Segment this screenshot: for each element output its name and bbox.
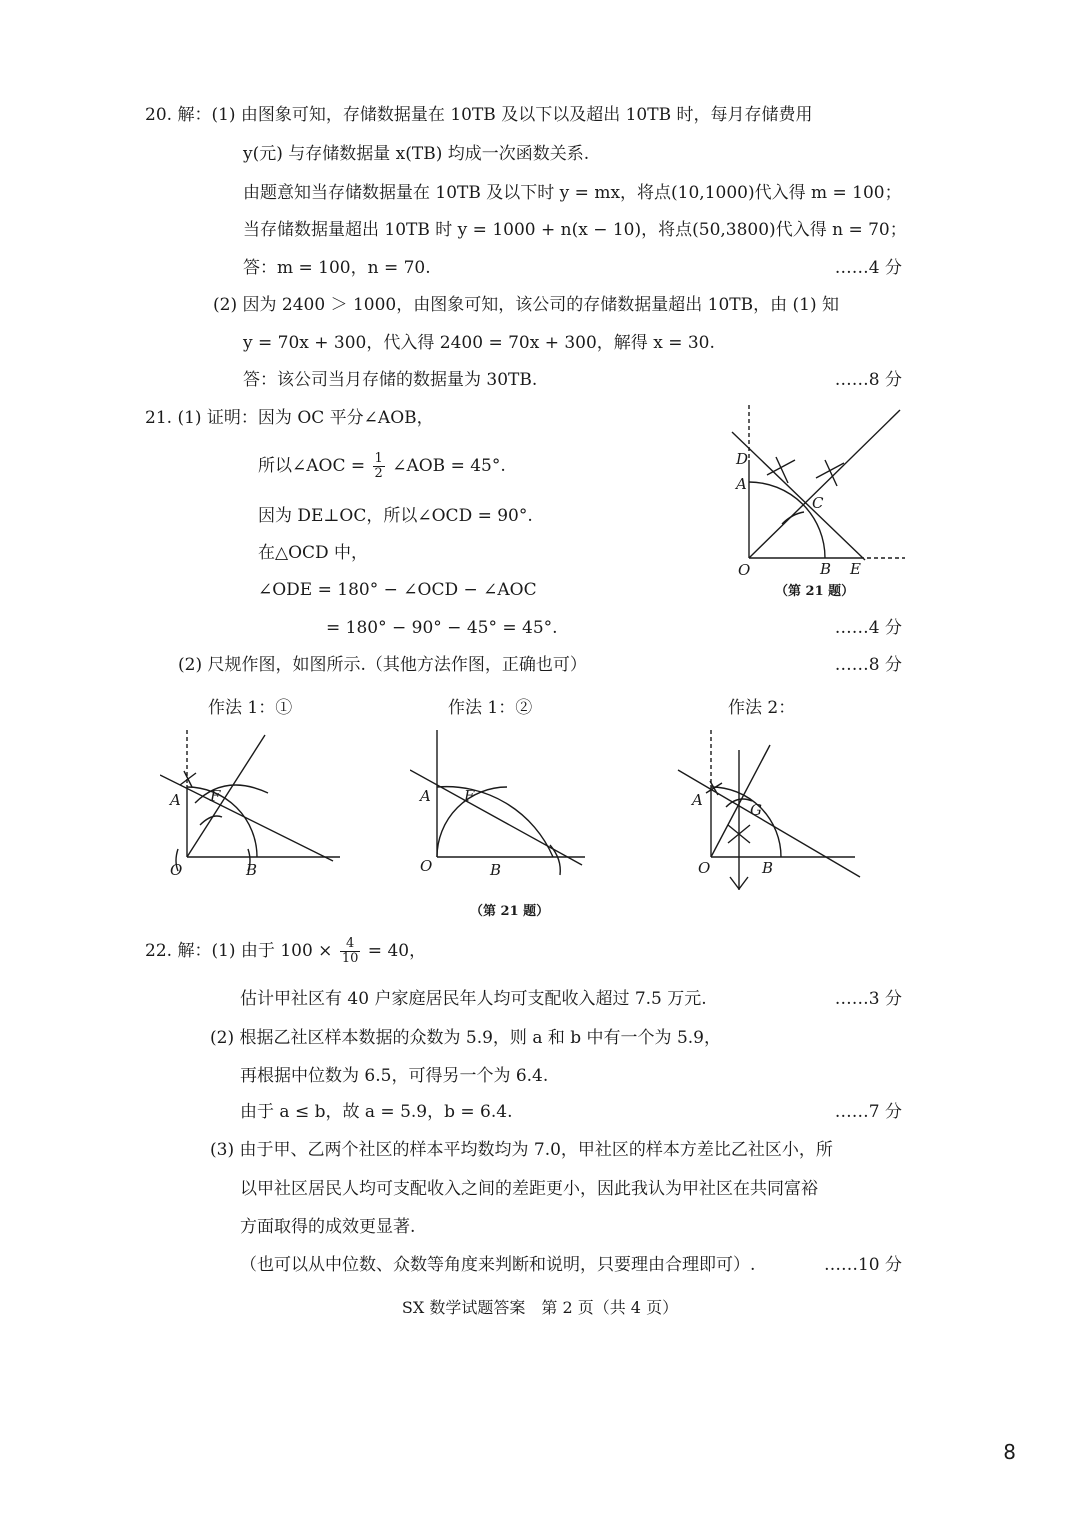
label-O: O [420, 857, 433, 875]
figure-21-main [720, 400, 910, 580]
q22-line-4: 再根据中位数为 6.5，可得另一个为 6.4. [240, 1066, 549, 1086]
q21-line-3: 因为 DE⊥OC，所以∠OCD = 90°. [258, 506, 533, 526]
fraction-denominator: 2 [374, 466, 383, 481]
q21-line-6: = 180° − 90° − 45° = 45°. [326, 618, 558, 638]
label-B: B [246, 861, 258, 879]
label-G: G [750, 801, 762, 819]
q22-line-5: 由于 a ≤ b，故 a = 5.9，b = 6.4. [240, 1102, 513, 1122]
figure-method-1b [410, 725, 600, 885]
fraction-half [373, 452, 385, 481]
label-F: F [210, 787, 221, 805]
method-1a-label: 作法 1：① [208, 698, 293, 718]
label-O: O [698, 859, 711, 877]
page-number: 8 [1003, 1440, 1016, 1464]
q22-line-3: (2) 根据乙社区样本数据的众数为 5.9，则 a 和 b 中有一个为 5.9， [210, 1028, 721, 1048]
q21-score-1: ……4 分 [834, 618, 902, 638]
label-A: A [170, 791, 181, 809]
q22-line-9: （也可以从中位数、众数等角度来判断和说明，只要理由合理即可）. [240, 1255, 756, 1275]
label-B: B [762, 859, 774, 877]
fraction-denominator: 10 [341, 951, 359, 966]
q22-score-3: ……10 分 [823, 1255, 902, 1275]
label-O: O [738, 561, 751, 579]
q22-line-8: 方面取得的成效更显著. [240, 1217, 416, 1237]
q20-line-4: 当存储数据量超出 10TB 时 y = 1000 + n(x − 10)，将点(50,3800)代入得 n = 70； [243, 220, 907, 240]
q21-score-2: ……8 分 [834, 655, 902, 675]
q20-line-8: 答：该公司当月存储的数据量为 30TB. [243, 370, 538, 390]
q21-line-7: (2) 尺规作图，如图所示.（其他方法作图，正确也可） [178, 655, 587, 675]
fraction-numerator: 1 [374, 451, 383, 466]
q22-score-1: ……3 分 [834, 989, 902, 1009]
label-F: F [464, 787, 475, 805]
q22-line-6: (3) 由于甲、乙两个社区的样本平均数均为 7.0，甲社区的样本方差比乙社区小，所 [210, 1140, 833, 1160]
q20-line-3: 由题意知当存储数据量在 10TB 及以下时 y = mx，将点(10,1000)代入得 m = 100； [243, 183, 902, 203]
q20-score-2: ……8 分 [834, 370, 902, 390]
fraction-numerator: 4 [340, 937, 361, 952]
label-A: A [736, 475, 747, 493]
label-B: B [820, 560, 832, 578]
label-D: D [736, 450, 749, 468]
q22-line-1a: 22. 解：(1) 由于 100 × [145, 941, 333, 961]
q20-line-2: y(元) 与存储数据量 x(TB) 均成一次函数关系. [243, 144, 590, 164]
q20-score-1: ……4 分 [834, 258, 902, 278]
figure-method-2 [670, 725, 870, 900]
method-2-label: 作法 2： [728, 698, 796, 718]
label-B: B [490, 861, 502, 879]
q21-line-5: ∠ODE = 180° − ∠OCD − ∠AOC [258, 580, 537, 600]
q20-line-7: y = 70x + 300，代入得 2400 = 70x + 300，解得 x = 30. [243, 333, 715, 353]
figure-21-caption: （第 21 题） [775, 584, 855, 599]
label-A: A [420, 787, 431, 805]
fraction-four-tenths [340, 937, 361, 966]
q21-line-2b: ∠AOB = 45°. [392, 456, 506, 476]
label-C: C [812, 494, 824, 512]
figure-21-caption-2: （第 21 题） [470, 904, 550, 919]
page-footer: SX 数学试题答案 第 2 页（共 4 页） [401, 1298, 679, 1317]
q22-line-1b: = 40， [367, 941, 427, 961]
q22-line-1 [145, 937, 426, 966]
label-E: E [850, 560, 861, 578]
figure-method-1a [160, 725, 350, 885]
label-O: O [170, 861, 183, 879]
q21-line-2 [258, 452, 506, 481]
q22-line-7: 以甲社区居民人均可支配收入之间的差距更小，因此我认为甲社区在共同富裕 [240, 1179, 818, 1199]
method-1b-label: 作法 1：② [448, 698, 533, 718]
label-A: A [692, 791, 703, 809]
q22-line-2: 估计甲社区有 40 户家庭居民年人均可支配收入超过 7.5 万元. [240, 989, 707, 1009]
q21-line-1: 21. (1) 证明：因为 OC 平分∠AOB， [145, 408, 434, 428]
q22-score-2: ……7 分 [834, 1102, 902, 1122]
q21-line-4: 在△OCD 中， [258, 543, 369, 563]
q21-line-2a: 所以∠AOC = [258, 456, 366, 476]
q20-line-6: (2) 因为 2400 ＞ 1000，由图象可知，该公司的存储数据量超出 10TB，由 (1) 知 [213, 295, 839, 315]
q20-line-1: 20. 解：(1) 由图象可知，存储数据量在 10TB 及以下以及超出 10TB 时，每月存储费用 [145, 105, 813, 125]
q20-line-5: 答：m = 100，n = 70. [243, 258, 431, 278]
